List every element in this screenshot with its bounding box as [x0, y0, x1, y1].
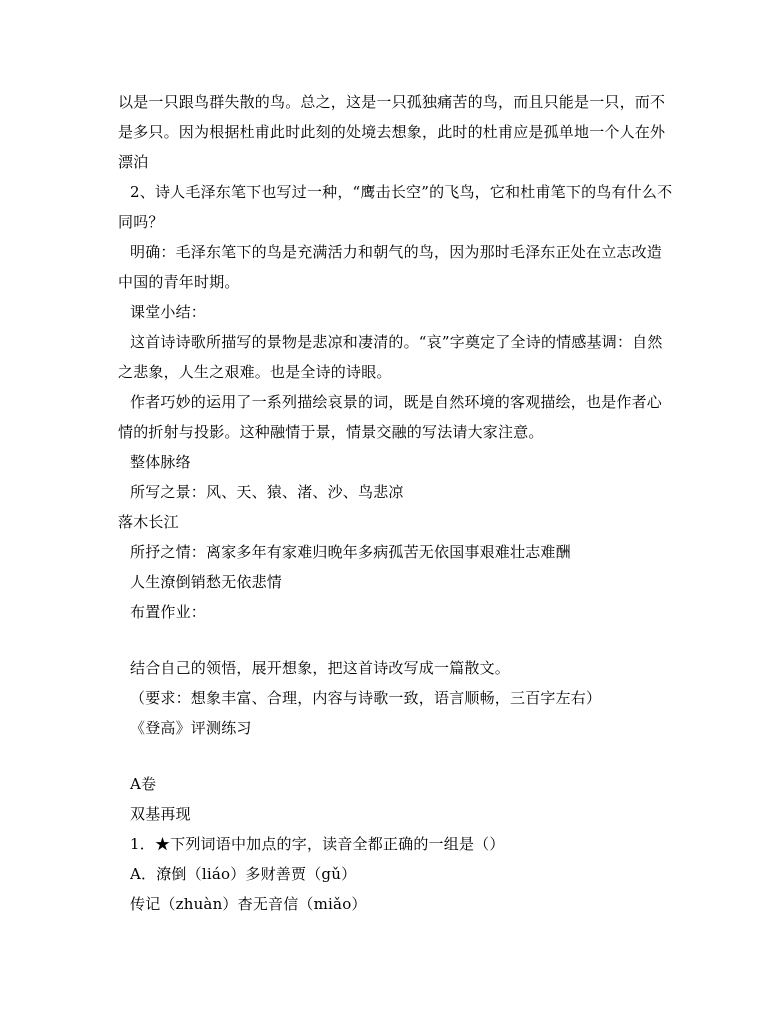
- text-line: 是多只。因为根据杜甫此时此刻的处境去想象，此时的杜甫应是孤单地一个人在外: [118, 123, 666, 141]
- text-line: 2、诗人毛泽东笔下也写过一种，“鹰击长空”的飞鸟，它和杜甫笔下的鸟有什么不: [130, 183, 673, 201]
- section-heading: 布置作业：: [130, 603, 207, 621]
- text-line: 人生潦倒销愁无依悲情: [130, 573, 283, 591]
- text-line: 作者巧妙的运用了一系列描绘哀景的词，既是自然环境的客观描绘，也是作者心: [130, 393, 663, 411]
- text-line: 所写之景：风、天、猿、渚、沙、鸟悲凉: [130, 483, 404, 501]
- text-line: 中国的青年时期。: [118, 273, 240, 291]
- text-line: 所抒之情：离家多年有家难归晚年多病孤苦无依国事艰难壮志难酬: [130, 543, 571, 561]
- text-line: 以是一只跟鸟群失散的鸟。总之，这是一只孤独痛苦的鸟，而且只能是一只，而不: [118, 93, 666, 111]
- answer-option: 传记（zhuàn）杳无音信（miǎo）: [130, 895, 367, 913]
- text-line: 漂泊: [118, 153, 149, 171]
- text-line: 之悲象，人生之艰难。也是全诗的诗眼。: [118, 363, 392, 381]
- answer-option: A．潦倒（liáo）多财善贾（gǔ）: [130, 865, 357, 883]
- section-heading: 《登高》评测练习: [130, 719, 252, 737]
- text-line: （要求：想象丰富、合理，内容与诗歌一致，语言顺畅，三百字左右）: [130, 689, 602, 707]
- section-heading: 双基再现: [130, 805, 191, 823]
- section-heading: A卷: [130, 775, 157, 793]
- text-line: 情的折射与投影。这种融情于景，情景交融的写法请大家注意。: [118, 423, 544, 441]
- text-line: 结合自己的领悟，展开想象，把这首诗改写成一篇散文。: [130, 659, 511, 677]
- section-heading: 课堂小结：: [130, 303, 207, 321]
- text-line: 落木长江: [118, 513, 179, 531]
- section-heading: 整体脉络: [130, 453, 191, 471]
- text-line: 同吗？: [118, 213, 164, 231]
- text-line: 明确：毛泽东笔下的鸟是充满活力和朝气的鸟，因为那时毛泽东正处在立志改造: [130, 243, 663, 261]
- text-line: 这首诗诗歌所描写的景物是悲凉和凄清的。“哀”字奠定了全诗的情感基调：自然: [130, 333, 663, 351]
- question-text: 1．★下列词语中加点的字，读音全都正确的一组是（）: [130, 835, 505, 853]
